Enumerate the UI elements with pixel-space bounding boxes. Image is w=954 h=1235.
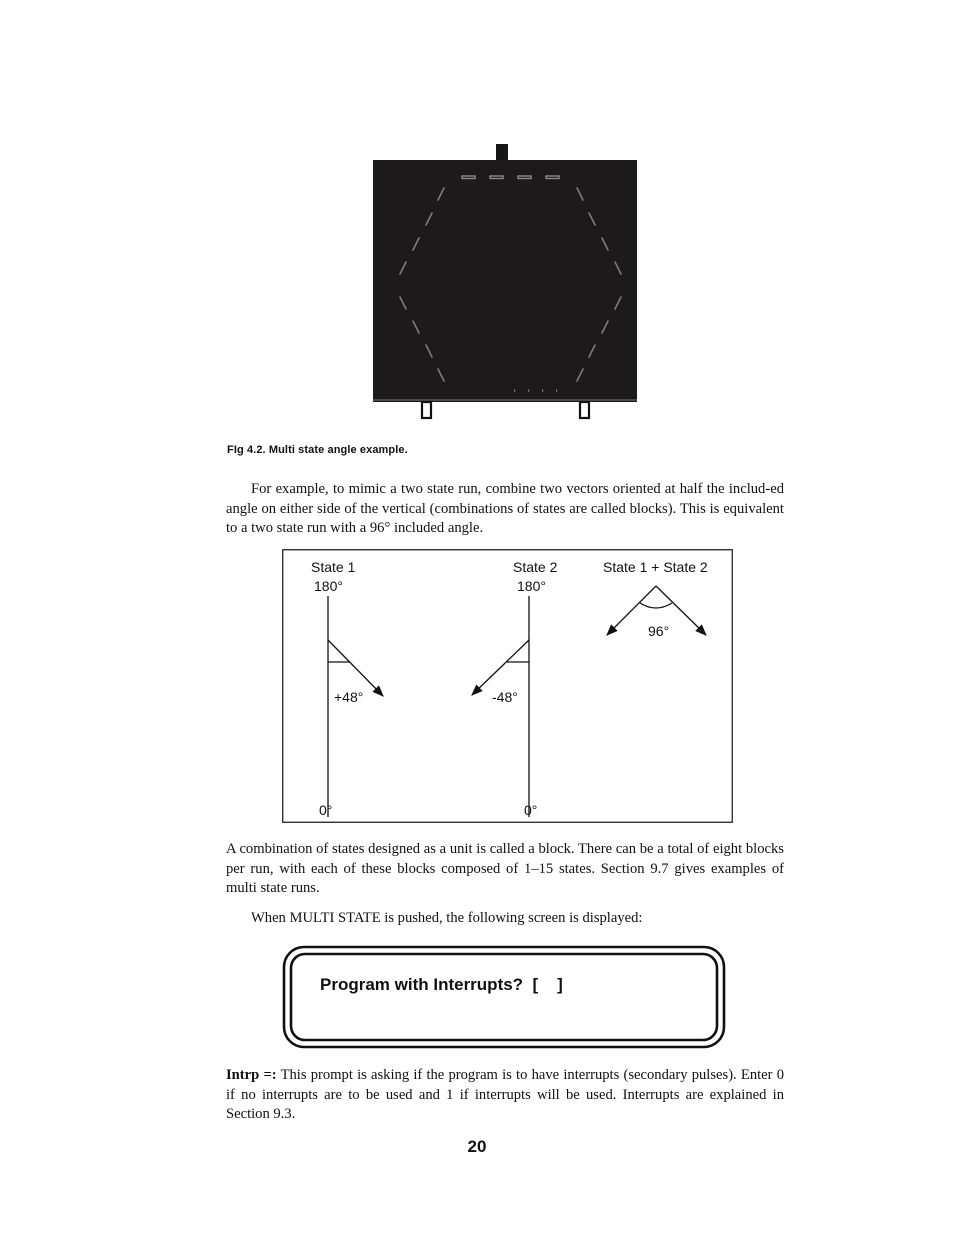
- state1-bottom-angle: 0°: [319, 802, 333, 818]
- state2-vector-arrow: [472, 640, 529, 695]
- state1-top-angle: 180°: [314, 578, 343, 594]
- combined-angle-arc: [640, 603, 672, 608]
- page-number: 20: [467, 1137, 487, 1156]
- combined-title: State 1 + State 2: [603, 559, 708, 575]
- state2-top-angle: 180°: [517, 578, 546, 594]
- state1-vector-arrow: [328, 640, 383, 696]
- state1-vector-angle: +48°: [334, 689, 364, 705]
- combined-included-angle: 96°: [648, 623, 670, 639]
- state2-bottom-angle: 0°: [524, 802, 538, 818]
- paragraph-vectors: For example, to mimic a two state run, combine two vectors oriented at half the includ-ed angle on either side of the vertical (combinations of states are called blocks). This is equivalent to a two state run with a 96° included angle.: [226, 481, 784, 536]
- paragraph-multi-state: When MULTI STATE is pushed, the following screen is displayed:: [251, 910, 643, 926]
- state2-vector-angle: -48°: [492, 689, 518, 705]
- paragraph-blocks: A combination of states designed as a unit is called a block. There can be a total of eight blocks per run, with each of these blocks composed of 1–15 states. Section 9.7 gives examples of multi state runs.: [226, 841, 784, 896]
- paragraph-interrupts: [226, 1066, 784, 1125]
- diagram-frame: [283, 550, 733, 823]
- interrupts-description: This prompt is asking if the program is to have interrupts (secondary pulses). Enter 0 if no interrupts are to be used and 1 if interrupts will be used. Interrupts are explained in Section 9.3.: [226, 1067, 785, 1122]
- lcd-display: [282, 945, 726, 1049]
- state1-title: State 1: [311, 559, 356, 575]
- instrument-photo: [370, 140, 640, 425]
- state2-title: State 2: [513, 559, 558, 575]
- angle-diagram: [282, 549, 733, 823]
- term-intrp: Intrp =:: [226, 1067, 277, 1083]
- lcd-prompt: Program with Interrupts? [ ]: [320, 975, 563, 994]
- figure-caption: FIg 4.2. Multi state angle example.: [227, 444, 408, 456]
